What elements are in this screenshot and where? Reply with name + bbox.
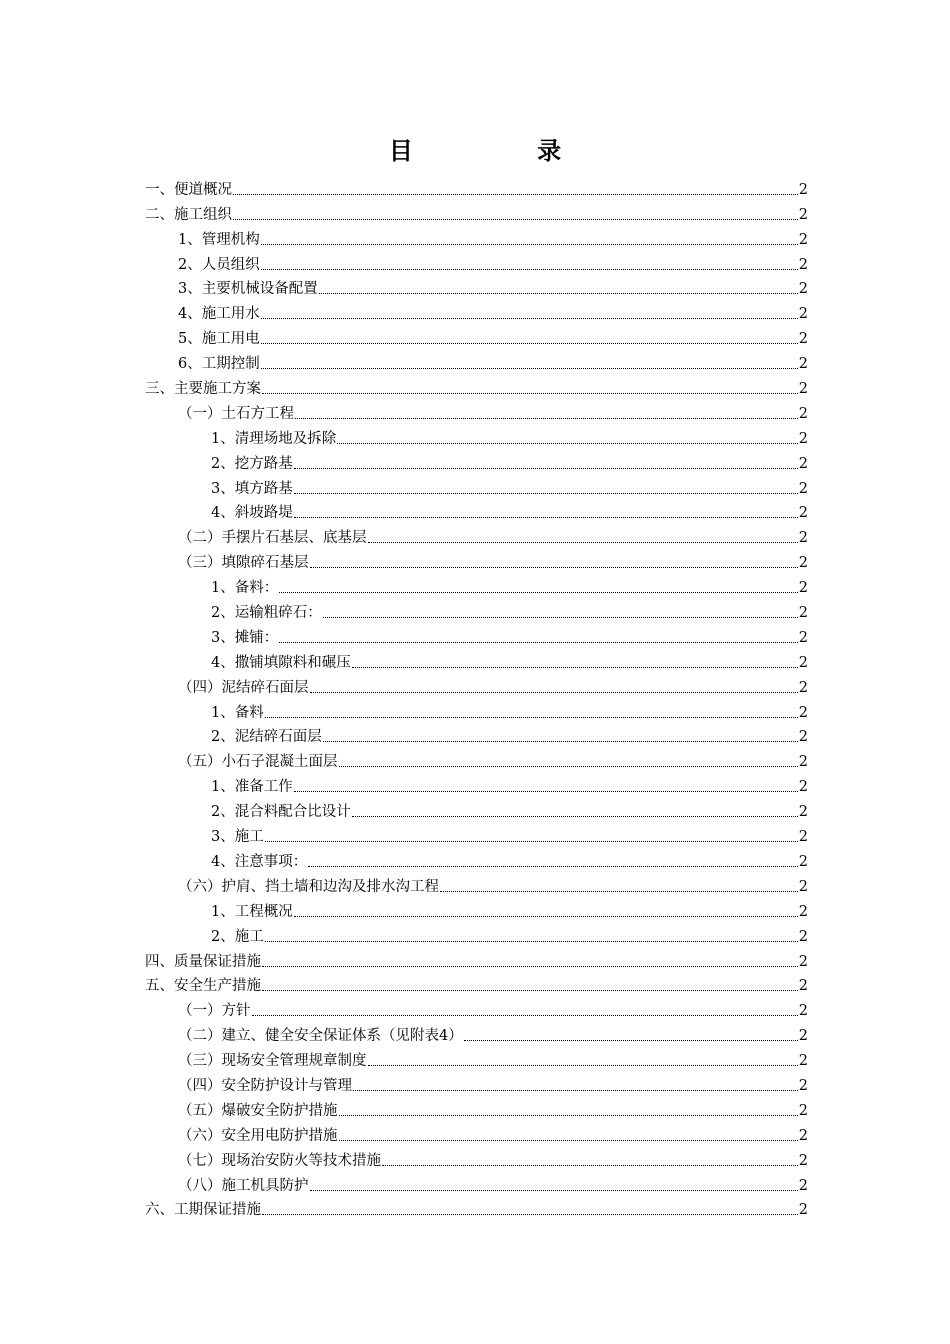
- toc-entry[interactable]: [145, 871, 808, 896]
- toc-page-number: 2: [798, 1003, 808, 1020]
- toc-dot-leader: [265, 717, 798, 718]
- toc-entry[interactable]: [145, 398, 808, 423]
- toc-entry-label: 1、备料: [211, 704, 264, 721]
- toc-page-number: 2: [798, 306, 808, 323]
- toc-page-number: 2: [798, 505, 808, 522]
- toc-entry[interactable]: [145, 373, 808, 398]
- toc-page-number: 2: [798, 853, 808, 870]
- toc-entry[interactable]: [145, 1020, 808, 1045]
- toc-entry[interactable]: [145, 697, 808, 722]
- toc-dot-leader: [279, 592, 798, 593]
- toc-entry[interactable]: [145, 348, 808, 373]
- toc-dot-leader: [261, 368, 798, 369]
- toc-page-number: 2: [798, 356, 808, 373]
- toc-dot-leader: [261, 244, 798, 245]
- toc-entry[interactable]: [145, 771, 808, 796]
- toc-page-number: 2: [798, 231, 808, 248]
- toc-entry-label: 五、安全生产措施: [145, 978, 261, 995]
- toc-page-number: 2: [798, 829, 808, 846]
- toc-entry-label: 2、运输粗碎石：: [211, 605, 322, 622]
- toc-entry-label: （五）爆破安全防护措施: [178, 1102, 338, 1119]
- toc-dot-leader: [294, 493, 798, 494]
- toc-entry-label: 1、工程概况: [211, 903, 293, 920]
- toc-entry-label: 1、管理机构: [178, 231, 260, 248]
- toc-entry-label: 4、斜坡路堤: [211, 505, 293, 522]
- toc-entry-label: （五）小石子混凝土面层: [178, 754, 338, 771]
- toc-entry-label: 六、工期保证措施: [145, 1202, 261, 1219]
- toc-entry[interactable]: [145, 722, 808, 747]
- toc-entry[interactable]: [145, 1045, 808, 1070]
- toc-entry[interactable]: [145, 448, 808, 473]
- toc-page-number: 2: [798, 331, 808, 348]
- toc-page-number: 2: [798, 1127, 808, 1144]
- toc-entry[interactable]: [145, 1095, 808, 1120]
- toc-dot-leader: [368, 542, 798, 543]
- toc-page-number: 2: [798, 804, 808, 821]
- toc-dot-leader: [262, 393, 798, 394]
- toc-entry[interactable]: [145, 547, 808, 572]
- toc-entry[interactable]: [145, 1145, 808, 1170]
- toc-entry-label: 1、准备工作: [211, 779, 293, 796]
- toc-entry-label: （四）安全防护设计与管理: [178, 1077, 352, 1094]
- toc-dot-leader: [464, 1040, 798, 1041]
- toc-entry-label: 三、主要施工方案: [145, 381, 261, 398]
- toc-dot-leader: [262, 1214, 798, 1215]
- toc-page-number: 2: [798, 754, 808, 771]
- toc-page-number: 2: [798, 256, 808, 273]
- toc-entry[interactable]: [145, 1170, 808, 1195]
- toc-entry[interactable]: [145, 498, 808, 523]
- toc-dot-leader: [310, 567, 798, 568]
- toc-entry-label: 3、摊铺：: [211, 629, 279, 646]
- toc-page-number: 2: [798, 555, 808, 572]
- toc-entry-label: （三）现场安全管理规章制度: [178, 1053, 367, 1070]
- toc-dot-leader: [382, 1165, 798, 1166]
- toc-page-number: 2: [798, 953, 808, 970]
- toc-page-number: 2: [798, 580, 808, 597]
- toc-entry[interactable]: [145, 796, 808, 821]
- toc-page-number: 2: [798, 1177, 808, 1194]
- toc-dot-leader: [233, 219, 798, 220]
- toc-entry-label: （四）泥结碎石面层: [178, 679, 309, 696]
- toc-entry-label: 1、备料：: [211, 580, 279, 597]
- toc-page-number: 2: [798, 729, 808, 746]
- toc-entry-label: （一）方针: [178, 1003, 251, 1020]
- toc-entry-label: （八）施工机具防护: [178, 1177, 309, 1194]
- toc-dot-leader: [262, 966, 798, 967]
- toc-dot-leader: [261, 343, 798, 344]
- toc-dot-leader: [252, 1015, 798, 1016]
- toc-entry-label: （三）填隙碎石基层: [178, 555, 309, 572]
- toc-entry[interactable]: [145, 896, 808, 921]
- toc-page-number: 2: [798, 405, 808, 422]
- toc-page-number: 2: [798, 1202, 808, 1219]
- toc-entry[interactable]: [145, 746, 808, 771]
- toc-entry-label: 四、质量保证措施: [145, 953, 261, 970]
- toc-page-number: 2: [798, 903, 808, 920]
- toc-page-number: 2: [798, 1028, 808, 1045]
- toc-entry[interactable]: [145, 323, 808, 348]
- toc-entry-label: 3、填方路基: [211, 480, 293, 497]
- toc-entry[interactable]: [145, 622, 808, 647]
- toc-entry[interactable]: [145, 1120, 808, 1145]
- toc-title: 目 录: [388, 136, 620, 165]
- toc-dot-leader: [310, 692, 798, 693]
- toc-entry-label: 2、混合料配合比设计: [211, 804, 351, 821]
- toc-page-number: 2: [798, 779, 808, 796]
- toc-entry[interactable]: [145, 423, 808, 448]
- toc-dot-leader: [353, 1090, 798, 1091]
- toc-entry-label: 4、施工用水: [178, 306, 260, 323]
- toc-dot-leader: [368, 1065, 798, 1066]
- toc-entry[interactable]: [145, 921, 808, 946]
- toc-page-number: 2: [798, 629, 808, 646]
- toc-entry-label: 2、人员组织: [178, 256, 260, 273]
- toc-entry-label: （二）建立、健全安全保证体系（见附表4）: [178, 1028, 463, 1045]
- toc-page-number: 2: [798, 1102, 808, 1119]
- toc-page-number: 2: [798, 605, 808, 622]
- toc-dot-leader: [308, 866, 798, 867]
- toc-page-number: 2: [798, 430, 808, 447]
- toc-page-number: 2: [798, 206, 808, 223]
- toc-page-number: 2: [798, 281, 808, 298]
- toc-entry[interactable]: [145, 846, 808, 871]
- toc-page-number: 2: [798, 978, 808, 995]
- toc-entry-label: 3、施工: [211, 829, 264, 846]
- toc-page-number: 2: [798, 381, 808, 398]
- toc-entry[interactable]: [145, 1195, 808, 1220]
- toc-page-number: 2: [798, 1077, 808, 1094]
- toc-entry-label: 6、工期控制: [178, 356, 260, 373]
- toc-entry[interactable]: [145, 473, 808, 498]
- toc-page-number: 2: [798, 654, 808, 671]
- toc-entry-label: 5、施工用电: [178, 331, 260, 348]
- toc-entry-label: 3、主要机械设备配置: [178, 281, 318, 298]
- toc-entry-label: 2、泥结碎石面层: [211, 729, 322, 746]
- toc-entry[interactable]: [145, 199, 808, 224]
- toc-dot-leader: [233, 194, 798, 195]
- toc-entry-label: 一、便道概况: [145, 181, 232, 198]
- toc-entry[interactable]: [145, 522, 808, 547]
- toc-entry-label: （六）安全用电防护措施: [178, 1127, 338, 1144]
- toc-entry[interactable]: [145, 946, 808, 971]
- toc-entry-label: 二、施工组织: [145, 206, 232, 223]
- toc-dot-leader: [261, 269, 798, 270]
- toc-entry[interactable]: [145, 249, 808, 274]
- toc-entry[interactable]: [145, 971, 808, 996]
- toc-dot-leader: [310, 1190, 798, 1191]
- toc-entry[interactable]: [145, 274, 808, 299]
- toc-page-number: 2: [798, 878, 808, 895]
- toc-page-number: 2: [798, 928, 808, 945]
- toc-page-number: 2: [798, 704, 808, 721]
- toc-dot-leader: [294, 916, 798, 917]
- toc-dot-leader: [262, 990, 798, 991]
- toc-entry[interactable]: [145, 572, 808, 597]
- toc-entry[interactable]: [145, 672, 808, 697]
- toc-entry[interactable]: [145, 821, 808, 846]
- toc-entry[interactable]: [145, 224, 808, 249]
- toc-page-number: 2: [798, 455, 808, 472]
- toc-entry-label: （二）手摆片石基层、底基层: [178, 530, 367, 547]
- toc-page-number: 2: [798, 530, 808, 547]
- toc-dot-leader: [339, 766, 798, 767]
- toc-page-number: 2: [798, 1152, 808, 1169]
- toc-dot-leader: [294, 791, 798, 792]
- toc-dot-leader: [323, 741, 798, 742]
- toc-list: [145, 174, 808, 1219]
- toc-entry-label: （六）护肩、挡土墙和边沟及排水沟工程: [178, 878, 439, 895]
- toc-dot-leader: [294, 468, 798, 469]
- toc-entry-label: 4、撒铺填隙料和碾压: [211, 654, 351, 671]
- toc-dot-leader: [295, 418, 798, 419]
- toc-entry[interactable]: [145, 298, 808, 323]
- toc-entry-label: （七）现场治安防火等技术措施: [178, 1152, 381, 1169]
- toc-dot-leader: [440, 891, 798, 892]
- toc-dot-leader: [337, 443, 798, 444]
- toc-dot-leader: [265, 941, 798, 942]
- toc-dot-leader: [279, 642, 798, 643]
- toc-entry-label: （一）土石方工程: [178, 405, 294, 422]
- toc-entry[interactable]: [145, 995, 808, 1020]
- toc-dot-leader: [352, 667, 798, 668]
- toc-dot-leader: [323, 617, 798, 618]
- toc-page-number: 2: [798, 1053, 808, 1070]
- toc-dot-leader: [339, 1115, 798, 1116]
- toc-entry[interactable]: [145, 174, 808, 199]
- toc-page-number: 2: [798, 679, 808, 696]
- toc-dot-leader: [339, 1140, 798, 1141]
- toc-entry-label: 2、施工: [211, 928, 264, 945]
- toc-dot-leader: [352, 816, 798, 817]
- toc-dot-leader: [261, 318, 798, 319]
- toc-entry-label: 4、注意事项：: [211, 853, 308, 870]
- toc-dot-leader: [265, 841, 798, 842]
- toc-entry[interactable]: [145, 1070, 808, 1095]
- toc-page-number: 2: [798, 181, 808, 198]
- toc-entry-label: 2、挖方路基: [211, 455, 293, 472]
- toc-entry[interactable]: [145, 597, 808, 622]
- toc-page-number: 2: [798, 480, 808, 497]
- toc-entry[interactable]: [145, 647, 808, 672]
- toc-dot-leader: [294, 517, 798, 518]
- toc-entry-label: 1、清理场地及拆除: [211, 430, 337, 447]
- toc-dot-leader: [319, 293, 798, 294]
